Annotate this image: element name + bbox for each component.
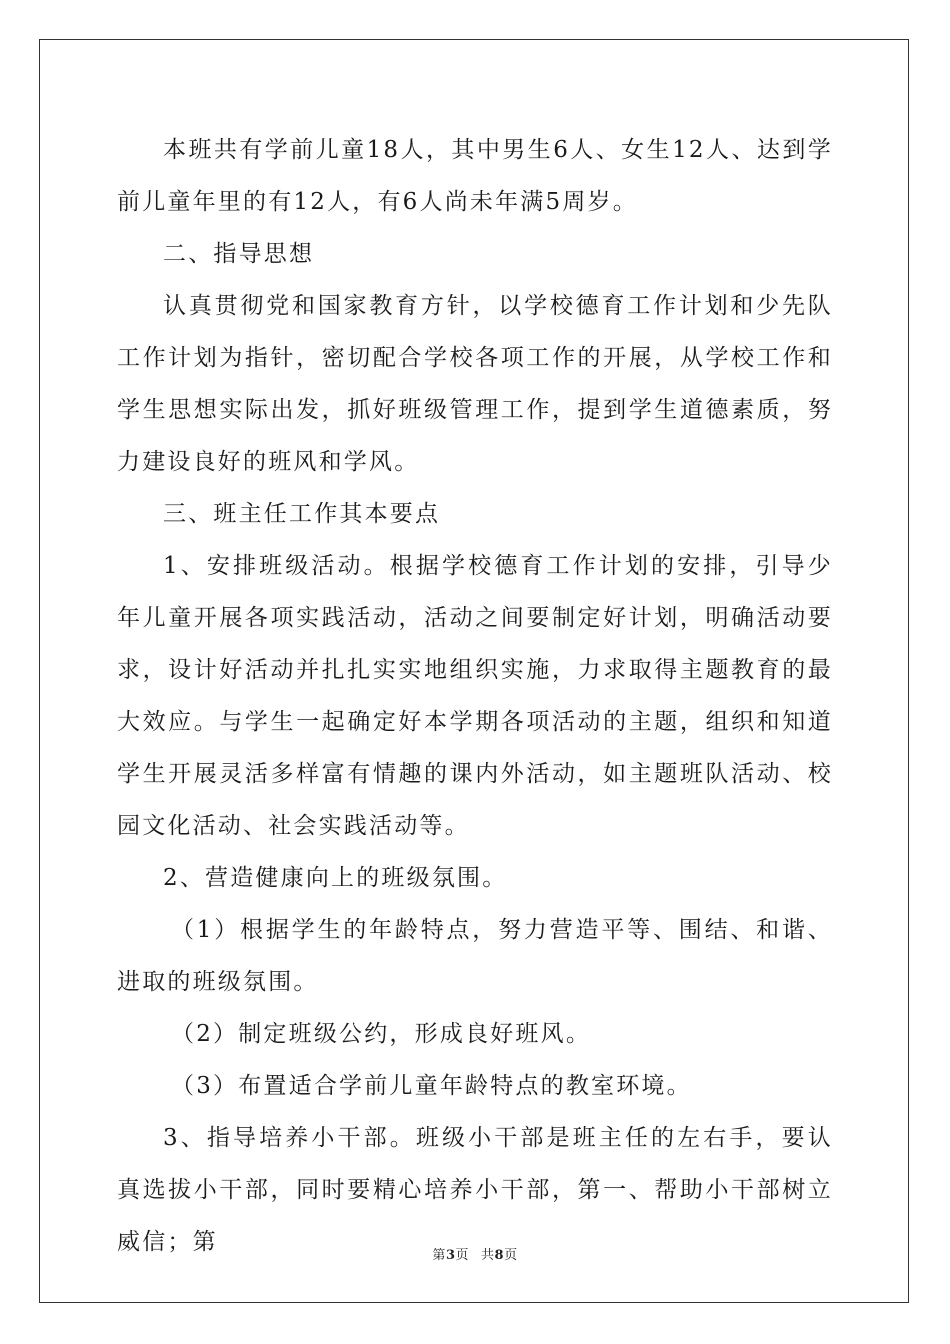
- page-footer: [0, 1244, 950, 1263]
- list-item-atmosphere-3: （3）布置适合学前儿童年龄特点的教室环境。: [171, 1073, 692, 1099]
- page-total-number: 8: [494, 1248, 505, 1263]
- total-suffix: 页: [504, 1248, 518, 1263]
- document-body: [117, 124, 833, 1268]
- paragraph-class-activities: 1、安排班级活动。根据学校德育工作计划的安排，引导少年儿童开展各项实践活动，活动之间要制定好计划，明确活动要求，设计好活动并扎扎实实地组织实施，力求取得主题教育的最大效应。与学生一起确定好本学期各项活动的主题，组织和知道学生开展灵活多样富有情趣的课内外活动，如主题班队活动、校园文化活动、社会实践活动等。: [117, 553, 833, 839]
- page-current-number: 3: [445, 1248, 456, 1263]
- paragraph-class-atmosphere: 2、营造健康向上的班级氛围。: [163, 865, 508, 891]
- heading-guiding-ideology: 二、指导思想: [163, 241, 315, 267]
- list-item-atmosphere-2: （2）制定班级公约，形成良好班风。: [171, 1021, 592, 1047]
- paragraph-guiding-ideology: 认真贯彻党和国家教育方针，以学校德育工作计划和少先队工作计划为指针，密切配合学校各项工作的开展，从学校工作和学生思想实际出发，抓好班级管理工作，提到学生道德素质，努力建设良好的班风和学风。: [117, 293, 833, 475]
- page-suffix: 页: [455, 1248, 469, 1263]
- list-item-atmosphere-1: （1）根据学生的年龄特点，努力营造平等、围结、和谐、进取的班级氛围。: [117, 917, 833, 995]
- total-prefix: 共: [481, 1248, 495, 1263]
- heading-work-key-points: 三、班主任工作其本要点: [163, 501, 441, 527]
- page-prefix: 第: [432, 1248, 446, 1263]
- paragraph-class-overview: 本班共有学前儿童18人，其中男生6人、女生12人、达到学前儿童年里的有12人，有6人尚未年满5周岁。: [117, 137, 833, 215]
- paragraph-class-cadres: 3、指导培养小干部。班级小干部是班主任的左右手，要认真选拔小干部，同时要精心培养小干部，第一、帮助小干部树立威信；第: [117, 1125, 833, 1255]
